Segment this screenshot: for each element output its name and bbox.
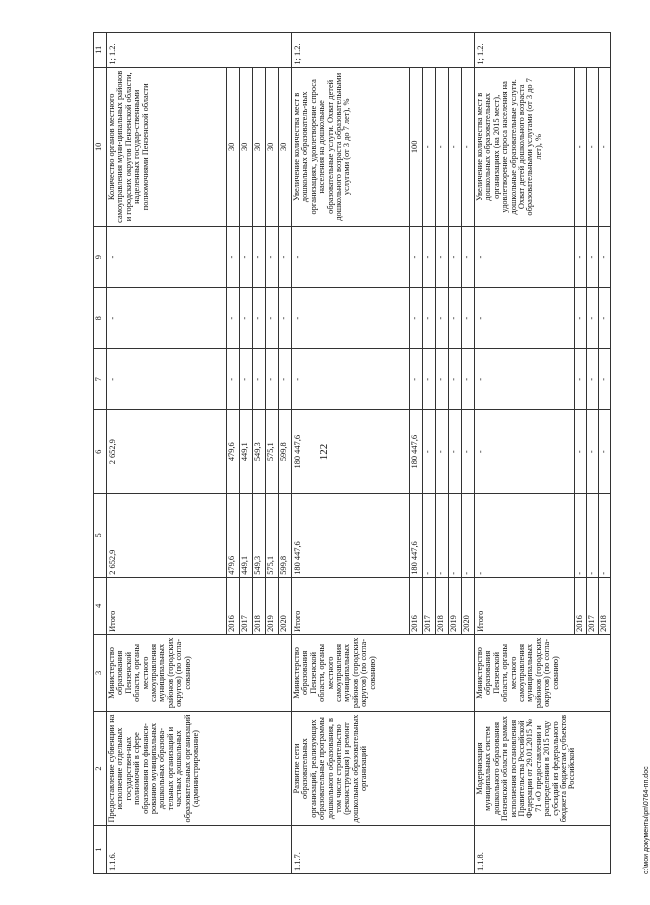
year-value-cell: - — [449, 349, 462, 410]
total-label-cell: Итого — [475, 577, 575, 634]
year-value-cell: 549,3 — [253, 494, 266, 578]
year-value-cell: - — [436, 410, 449, 494]
indicator-value-cell: 30 — [227, 67, 240, 226]
total-value-cell: - — [475, 288, 575, 349]
total-value-cell: - — [475, 227, 575, 288]
year-value-cell: - — [575, 410, 587, 494]
indicator-value-cell: 30 — [240, 67, 253, 226]
year-value-cell: - — [462, 410, 475, 494]
row-number-cell: 1.1.7. — [292, 826, 475, 874]
table-row — [107, 33, 227, 874]
year-value-cell: - — [587, 288, 599, 349]
year-value-cell: - — [599, 227, 611, 288]
year-value-cell: - — [575, 349, 587, 410]
total-value-cell: - — [475, 349, 575, 410]
year-value-cell: - — [587, 349, 599, 410]
year-value-cell: - — [575, 288, 587, 349]
col-header: 5 — [94, 494, 107, 578]
year-value-cell: - — [449, 227, 462, 288]
indicator-cell: Увеличение количества мест в дошкольных образовательных организациях (на 2015 мест), удовлетворение спроса населения на дошкольные образовательные услуги. Охват детей дошкольного возраста образовательными услугами (от 3 до 7 лет), % — [475, 67, 575, 226]
year-value-cell: - — [587, 227, 599, 288]
year-value-cell: - — [253, 288, 266, 349]
year-cell: 2018 — [253, 577, 266, 634]
year-value-cell: - — [266, 288, 279, 349]
year-value-cell: - — [462, 349, 475, 410]
year-value-cell: - — [575, 227, 587, 288]
year-value-cell: - — [240, 288, 253, 349]
col-header: 11 — [94, 33, 107, 68]
total-value-cell: - — [292, 349, 410, 410]
col-header: 10 — [94, 67, 107, 226]
table-row — [475, 33, 575, 874]
year-value-cell: - — [279, 227, 292, 288]
link-cell: 1; 1.2. — [475, 33, 611, 68]
col-header: 7 — [94, 349, 107, 410]
year-value-cell: - — [423, 227, 436, 288]
indicator-value-cell: 30 — [253, 67, 266, 226]
indicator-value-cell: - — [575, 67, 587, 226]
program-table — [93, 32, 611, 874]
col-header: 9 — [94, 227, 107, 288]
link-cell: 1; 1.2. — [107, 33, 292, 68]
year-cell: 2020 — [462, 577, 475, 634]
link-cell: 1; 1.2. — [292, 33, 475, 68]
row-number-cell: 1.1.6. — [107, 826, 292, 874]
col-header: 8 — [94, 288, 107, 349]
year-value-cell: - — [575, 494, 587, 578]
year-value-cell: - — [587, 494, 599, 578]
year-value-cell: 180 447,6 — [410, 494, 423, 578]
year-value-cell: - — [410, 349, 423, 410]
total-value-cell: - — [107, 288, 227, 349]
total-value-cell: - — [475, 410, 575, 494]
year-value-cell: - — [449, 288, 462, 349]
year-cell: 2017 — [240, 577, 253, 634]
total-value-cell: 2 652,9 — [107, 494, 227, 578]
year-value-cell: 479,6 — [227, 494, 240, 578]
executor-cell: Министерство образования Пензенской области, органы местного самоуправления муниципальных районов (городских округов) (по согла-сованию) — [107, 634, 292, 711]
year-value-cell: 449,1 — [240, 494, 253, 578]
total-label-cell: Итого — [107, 577, 227, 634]
activity-name-cell: Предоставление субвенции на исполнение отдельных государствен-ных полномочий в сфере образования по финанси-рованию муниципальных дошкольных образова-тельных организаций и частных дошкольных образовательных организаций (администрирование) — [107, 711, 292, 825]
year-value-cell: - — [227, 349, 240, 410]
year-cell: 2019 — [266, 577, 279, 634]
program-table-sheet — [93, 32, 650, 874]
year-cell: 2016 — [575, 577, 587, 634]
indicator-value-cell: 30 — [279, 67, 292, 226]
indicator-cell: Увеличение количества мест в дошкольных образователь-ных организациях, удовлетворение спроса населения на дошкольные образовательные услуги. Охват детей дошкольного возраста образовательными услугами (от 3 до 7 лет), % — [292, 67, 410, 226]
year-value-cell: - — [462, 227, 475, 288]
year-value-cell: - — [240, 227, 253, 288]
year-value-cell: - — [423, 494, 436, 578]
indicator-value-cell: - — [587, 67, 599, 226]
year-value-cell: - — [279, 349, 292, 410]
indicator-value-cell: - — [599, 67, 611, 226]
total-value-cell: 180 447,6 — [292, 494, 410, 578]
year-value-cell: 180 447,6 — [410, 410, 423, 494]
year-value-cell: 549,3 — [253, 410, 266, 494]
total-value-cell: - — [107, 227, 227, 288]
year-value-cell: - — [423, 349, 436, 410]
year-value-cell: 449,1 — [240, 410, 253, 494]
executor-cell: Министерство образования Пензенской области, органы местного самоуправления муниципальных районов (городских округов) (по согла-сованию) — [292, 634, 475, 711]
total-value-cell: - — [107, 349, 227, 410]
indicator-value-cell: - — [462, 67, 475, 226]
year-value-cell: - — [462, 494, 475, 578]
indicator-value-cell: 100 — [410, 67, 423, 226]
table-row — [292, 33, 410, 874]
indicator-value-cell: - — [423, 67, 436, 226]
total-value-cell: 180 447,6 — [292, 410, 410, 494]
col-header: 1 — [94, 826, 107, 874]
executor-cell: Министерство образования Пензенской области, органы местного самоуправления муниципальных районов (городских округов) (по согла-сованию) — [475, 634, 611, 711]
total-value-cell: 2 652,9 — [107, 410, 227, 494]
col-header: 3 — [94, 634, 107, 711]
year-cell: 2019 — [449, 577, 462, 634]
indicator-cell: Количество органов местного самоуправления муни-ципальных районов и городских округов Пензенской области, наделенных государ-ственными полномочиями Пензенской области — [107, 67, 227, 226]
year-cell: 2016 — [410, 577, 423, 634]
year-value-cell: - — [599, 349, 611, 410]
year-value-cell: - — [227, 227, 240, 288]
year-value-cell: - — [266, 227, 279, 288]
col-header: 6 — [94, 410, 107, 494]
total-label-cell: Итого — [292, 577, 410, 634]
year-value-cell: - — [462, 288, 475, 349]
indicator-value-cell: - — [436, 67, 449, 226]
year-value-cell: 575,1 — [266, 494, 279, 578]
total-value-cell: - — [292, 227, 410, 288]
year-value-cell: - — [423, 288, 436, 349]
activity-name-cell: Развитие сети образовательных организаций, реализующих образовательные программы дошкольного образования, в том числе строительство (реконструкция) и ремонт дошкольных образовательных организаций — [292, 711, 475, 825]
column-number-row — [94, 33, 107, 874]
year-value-cell: 599,8 — [279, 410, 292, 494]
year-value-cell: - — [449, 494, 462, 578]
footer-file-path: c:\мои документы\рп\0764-пп.doc — [643, 766, 650, 874]
activity-name-cell: Модернизация муниципальных систем дошкольного образования Пензенской области в рамках исполнения постановления Правительства Российской Федерации от 29.01.2015 № 71 «О предоставлении и распределении в 2015 году субсидий из федерального бюджета бюджетам субъектов Российской — [475, 711, 611, 825]
year-value-cell: - — [599, 494, 611, 578]
year-value-cell: - — [436, 349, 449, 410]
indicator-value-cell: - — [449, 67, 462, 226]
year-value-cell: - — [587, 410, 599, 494]
year-value-cell: - — [253, 227, 266, 288]
year-value-cell: 479,6 — [227, 410, 240, 494]
year-value-cell: - — [423, 410, 436, 494]
year-value-cell: - — [436, 494, 449, 578]
year-cell: 2020 — [279, 577, 292, 634]
col-header: 4 — [94, 577, 107, 634]
year-value-cell: 575,1 — [266, 410, 279, 494]
year-value-cell: - — [227, 288, 240, 349]
row-number-cell: 1.1.8. — [475, 826, 611, 874]
year-value-cell: - — [436, 288, 449, 349]
year-value-cell: - — [449, 410, 462, 494]
year-cell: 2017 — [587, 577, 599, 634]
year-cell: 2016 — [227, 577, 240, 634]
year-value-cell: - — [599, 410, 611, 494]
page-number: 122 — [318, 443, 330, 461]
year-value-cell: - — [436, 227, 449, 288]
year-value-cell: - — [240, 349, 253, 410]
year-value-cell: - — [599, 288, 611, 349]
year-cell: 2018 — [436, 577, 449, 634]
indicator-value-cell: 30 — [266, 67, 279, 226]
col-header: 2 — [94, 711, 107, 825]
year-cell: 2018 — [599, 577, 611, 634]
year-value-cell: 599,8 — [279, 494, 292, 578]
year-value-cell: - — [266, 349, 279, 410]
year-value-cell: - — [410, 288, 423, 349]
total-value-cell: - — [475, 494, 575, 578]
total-value-cell: - — [292, 288, 410, 349]
year-cell: 2017 — [423, 577, 436, 634]
year-value-cell: - — [279, 288, 292, 349]
table-body — [107, 33, 611, 874]
year-value-cell: - — [253, 349, 266, 410]
year-value-cell: - — [410, 227, 423, 288]
